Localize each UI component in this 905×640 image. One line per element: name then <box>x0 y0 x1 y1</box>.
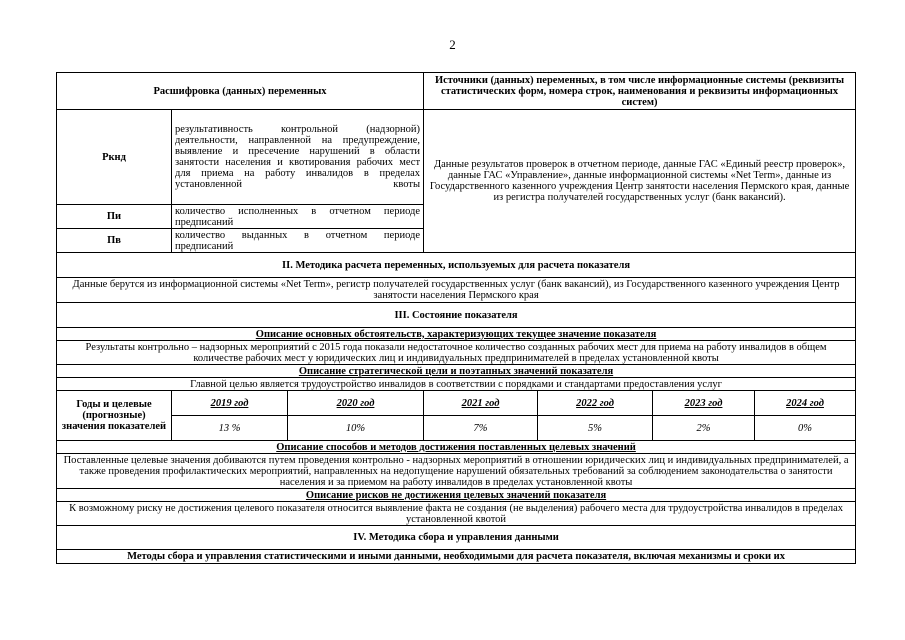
strategic-goal-text: Главной целью является трудоустройство инвалидов в соответствии с порядками и стандартами предоставления услуг <box>57 378 856 391</box>
risks-text: К возможному риску не достижения целевого показателя относится выявление факта не создания (не выделения) рабочего места для трудоустройства инвалидов в пределах установленной квотой <box>57 502 856 526</box>
strategic-goal-title: Описание стратегической цели и поэтапных значений показателя <box>57 365 856 378</box>
variable-description: количество исполненных в отчетном периоде предписаний <box>172 205 424 229</box>
section-2-title: II. Методика расчета переменных, используемых для расчета показателя <box>57 253 856 278</box>
targets-label: Годы и целевые (прогнозные) значения показателей <box>57 391 172 441</box>
target-year: 2024 год <box>755 391 856 416</box>
achievement-methods-title: Описание способов и методов достижения поставленных целевых значений <box>57 441 856 454</box>
target-value: 0% <box>755 416 856 441</box>
target-value: 10% <box>288 416 424 441</box>
basic-circumstances-text: Результаты контрольно – надзорных мероприятий с 2015 года показали недостаточное количество созданных рабочих мест для приема на работу инвалидов в общем количестве рабочих мест у юридических лиц и индивидуальных предпринимателей в пределах установленной квоты <box>57 341 856 365</box>
header-variables-sources: Источники (данных) переменных, в том числе информационные системы (реквизиты статистических форм, номера строк, наименования и реквизиты информационных систем) <box>424 73 856 110</box>
target-value: 13 % <box>172 416 288 441</box>
variable-description: количество выданных в отчетном периоде предписаний <box>172 229 424 253</box>
variable-sources: Данные результатов проверок в отчетном периоде, данные ГАС «Единый реестр проверок», данные ГАС «Управление», данные информационной системы «Net Term», данные из Государственного казенного учреждения Центр занятости населения Пермского края, данные из регистра получателей государственных услуг (банк вакансий). <box>424 110 856 253</box>
variable-code: Пв <box>57 229 172 253</box>
basic-circumstances-title: Описание основных обстоятельств, характеризующих текущее значение показателя <box>57 328 856 341</box>
variable-code: Ркнд <box>57 110 172 205</box>
target-value: 7% <box>424 416 538 441</box>
target-value: 2% <box>653 416 755 441</box>
target-year: 2021 год <box>424 391 538 416</box>
data-collection-methods-title: Методы сбора и управления статистическими и иными данными, необходимыми для расчета показателя, включая механизмы и сроки их <box>57 550 856 564</box>
target-value: 5% <box>538 416 653 441</box>
achievement-methods-text: Поставленные целевые значения добиваются путем проведения контрольно - надзорных мероприятий в отношении юридических лиц и индивидуальных предпринимателей, а также проведения профилактических мероприятий, направленных на недопущение нарушений обязательных требований за соблюдением законодательства о занятости населения и за приемом на работу инвалидов в пределах установленной квоты <box>57 454 856 489</box>
page-number: 2 <box>449 37 456 52</box>
section-2-text: Данные берутся из информационной системы «Net Term», регистр получателей государственных услуг (банк вакансий), из Государственного казенного учреждения Центр занятости населения Пермского края <box>57 278 856 303</box>
risks-title: Описание рисков не достижения целевых значений показателя <box>57 489 856 502</box>
target-year: 2020 год <box>288 391 424 416</box>
target-year: 2022 год <box>538 391 653 416</box>
header-variables-decoding: Расшифровка (данных) переменных <box>57 73 424 110</box>
indicator-table <box>56 72 856 564</box>
target-year: 2023 год <box>653 391 755 416</box>
section-3-title: III. Состояние показателя <box>57 303 856 328</box>
target-year: 2019 год <box>172 391 288 416</box>
variable-description: результативность контрольной (надзорной) деятельности, направленной на предупреждение, выявление и пресечение нарушений в области занятости населения и квотирования рабочих мест для приема на работу инвалидов в пределах установленной квоты <box>172 110 424 205</box>
section-4-title: IV. Методика сбора и управления данными <box>57 526 856 550</box>
variable-code: Пи <box>57 205 172 229</box>
